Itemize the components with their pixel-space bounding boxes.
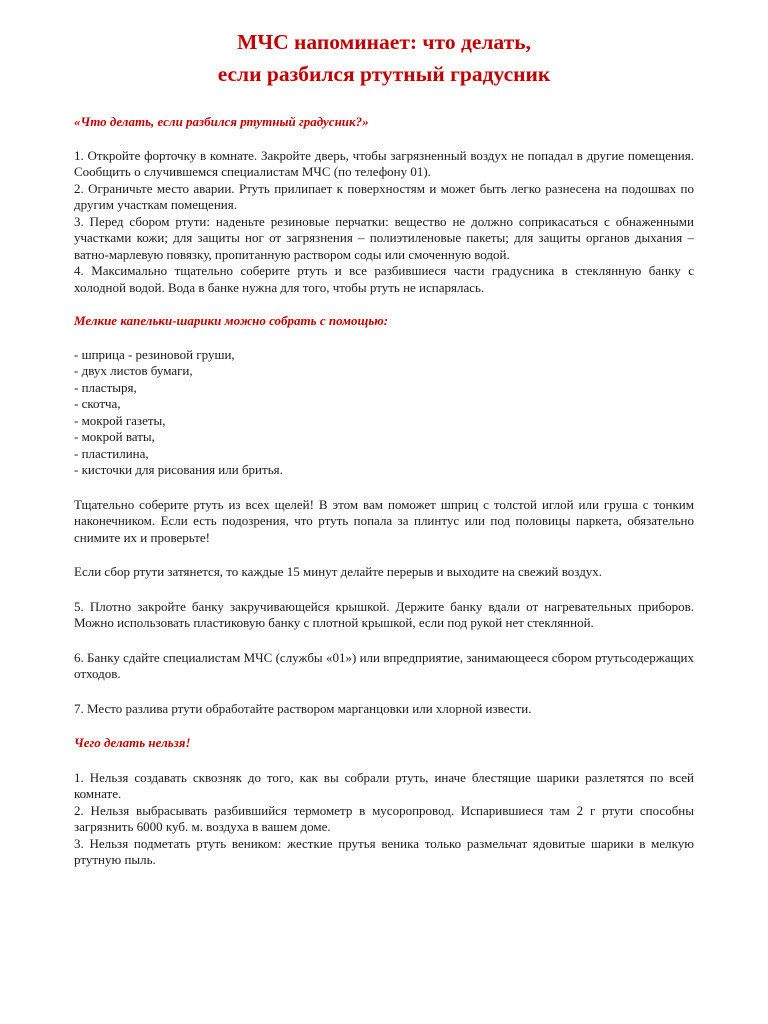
- section-heading-collect-with: Мелкие капельки-шарики можно собрать с помощью:: [74, 313, 389, 328]
- list-item: - пластилина,: [74, 445, 149, 461]
- list-item: - кисточки для рисования или бритья.: [74, 462, 283, 477]
- title-line-2: если разбился ртутный градусник: [217, 62, 551, 86]
- list-item: - пластыря,: [74, 379, 137, 395]
- prohibition-1: 1. Нельзя создавать сквозняк до того, как вы собрали ртуть, иначе блестящие шарики разлетятся по всей комнате.: [74, 769, 694, 801]
- step-7: 7. Место разлива ртути обработайте раствором марганцовки или хлорной извести.: [74, 700, 532, 716]
- section-heading-do-not: Чего делать нельзя!: [74, 735, 191, 750]
- list-item: - скотча,: [74, 396, 121, 411]
- step-1: 1. Откройте форточку в комнате. Закройте дверь, чтобы загрязненный воздух не попадал в другие помещения. Сообщить о случившемся специалистам МЧС (по телефону 01).: [74, 147, 694, 179]
- list-item: - двух листов бумаги,: [74, 363, 193, 378]
- list-item: - мокрой газеты,: [74, 412, 166, 428]
- page-title: [74, 26, 694, 90]
- step-2: 2. Ограничьте место аварии. Ртуть прилипает к поверхностям и может быть легко разнесена на подошвах по другим участкам помещения.: [74, 180, 694, 212]
- title-line-1: МЧС напоминает: что делать,: [237, 30, 531, 54]
- section-heading-what-to-do: «Что делать, если разбился ртутный градусник?»: [74, 114, 369, 129]
- step-6: 6. Банку сдайте специалистам МЧС (службы «01») или впредприятие, занимающееся сбором ртутьсодержащих отходов.: [74, 649, 694, 681]
- paragraph-breaks: Если сбор ртути затянется, то каждые 15 минут делайте перерыв и выходите на свежий воздух.: [74, 564, 603, 579]
- step-4: 4. Максимально тщательно соберите ртуть и все разбившиеся части градусника в стеклянную банку с холодной водой. Вода в банке нужна для того, чтобы ртуть не испарялась.: [74, 263, 694, 295]
- list-item: - шприца - резиновой груши,: [74, 346, 235, 362]
- document-page: [74, 26, 694, 869]
- prohibition-3: 3. Нельзя подметать ртуть веником: жесткие прутья веника только размельчат ядовитые шарики в мелкую ртутную пыль.: [74, 835, 694, 867]
- tools-list: [74, 347, 694, 479]
- paragraph-collect-carefully: Тщательно соберите ртуть из всех щелей! В этом вам поможет шприц с толстой иглой или груша с тонким наконечником. Если есть подозрения, что ртуть попала за плинтус или под половицы паркета, обязательно снимите их и проверьте!: [74, 496, 694, 545]
- step-3: 3. Перед сбором ртути: наденьте резиновые перчатки: вещество не должно соприкасаться с обнаженными участками кожи; для защиты ног от загрязнения – полиэтиленовые пакеты; для защиты органов дыхания – ватно-марлевую повязку, пропитанную раствором соды или смоченную водой.: [74, 213, 694, 262]
- list-item: - мокрой ваты,: [74, 429, 155, 444]
- step-5: 5. Плотно закройте банку закручивающейся крышкой. Держите банку вдали от нагревательных приборов. Можно использовать пластиковую банку с плотной крышкой, если под рукой нет стеклянной.: [74, 598, 694, 630]
- prohibition-2: 2. Нельзя выбрасывать разбившийся термометр в мусоропровод. Испарившиеся там 2 г ртути способны загрязнить 6000 куб. м. воздуха в вашем доме.: [74, 802, 694, 834]
